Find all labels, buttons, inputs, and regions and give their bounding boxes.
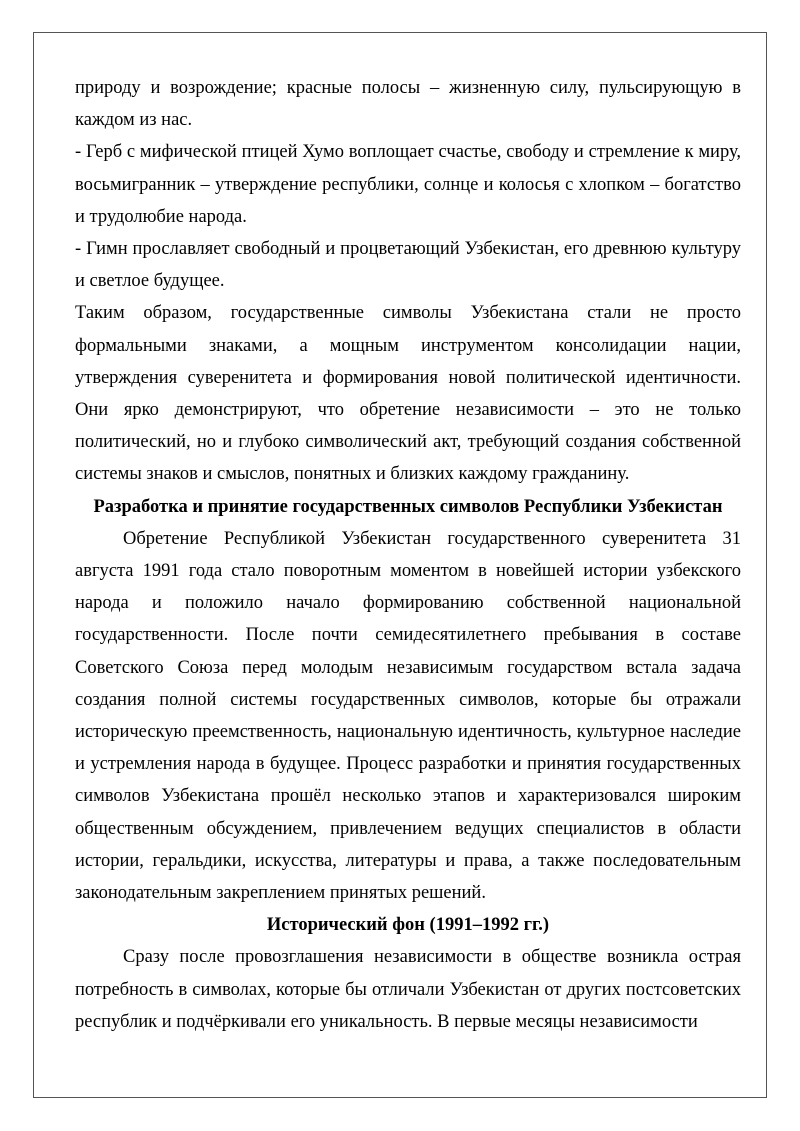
paragraph-anthem: - Гимн прославляет свободный и процветающий Узбекистан, его древнюю культуру и светлое будущее. — [75, 239, 741, 292]
section-heading: Разработка и принятие государственных символов Республики Узбекистан — [93, 496, 723, 517]
document-body — [75, 72, 741, 1038]
paragraph-emblem: - Герб с мифической птицей Хумо воплощает счастье, свободу и стремление к миру, восьмигранник – утверждение республики, солнце и колосья с хлопком – богатство и трудолюбие народа. — [75, 142, 741, 227]
paragraph-conclusion: Таким образом, государственные символы Узбекистана стали не просто формальными знаками, а мощным инструментом консолидации нации, утверждения суверенитета и формирования новой политической идентичности. Они ярко демонстрируют, что обретение независимости – это не только политический, но и глубоко символический акт, требующий создания собственной системы знаков и смыслов, понятных и близких каждому гражданину. — [75, 303, 741, 485]
paragraph-development: Обретение Республикой Узбекистан государственного суверенитета 31 августа 1991 года стало поворотным моментом в новейшей истории узбекского народа и положило начало формированию собственной национальной государственности. После почти семидесятилетнего пребывания в составе Советского Союза перед молодым независимым государством встала задача создания полной системы государственных символов, которые бы отражали историческую преемственность, национальную идентичность, культурное наследие и устремления народа в будущее. Процесс разработки и принятия государственных символов Узбекистана прошёл несколько этапов и характеризовался широким общественным обсуждением, привлечением ведущих специалистов в области истории, геральдики, искусства, литературы и права, а также последовательным законодательным закреплением принятых решений. — [75, 528, 741, 904]
subsection-heading: Исторический фон (1991–1992 гг.) — [266, 915, 550, 936]
paragraph-flag-colors: природу и возрождение; красные полосы – жизненную силу, пульсирующую в каждом из нас. — [75, 78, 741, 131]
paragraph-historical-background: Сразу после провозглашения независимости в обществе возникла острая потребность в символах, которые бы отличали Узбекистан от других постсоветских республик и подчёркивали его уникальность. В первые месяцы независимости — [75, 947, 741, 1032]
